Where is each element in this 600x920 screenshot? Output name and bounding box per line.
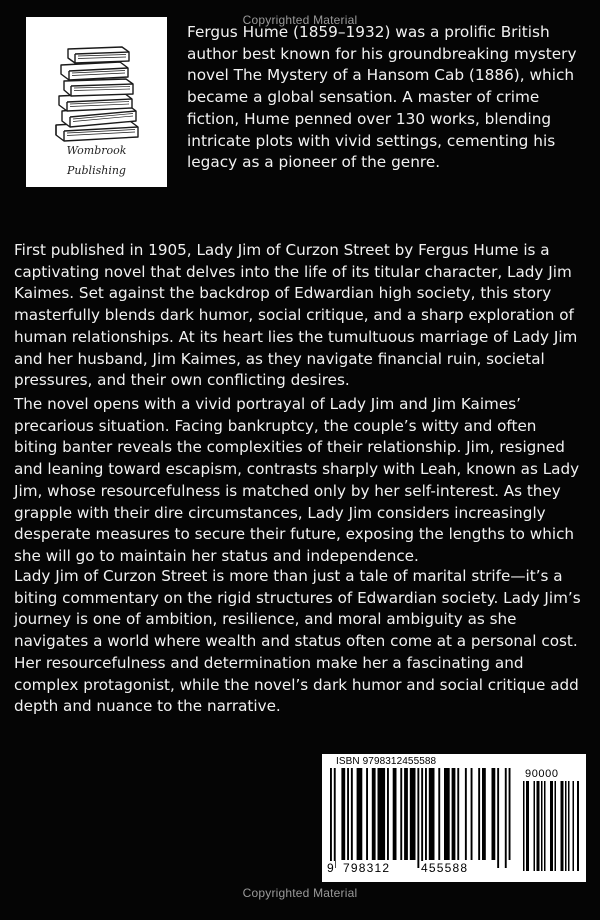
barcode-bar xyxy=(347,768,349,860)
publisher-name-line1: Wombrook xyxy=(66,144,127,157)
barcode-bar xyxy=(497,768,499,868)
barcode-bar xyxy=(541,781,543,871)
barcode-bar xyxy=(465,768,467,860)
barcode-addon-bars xyxy=(523,781,579,871)
description-paragraph-1: First published in 1905, Lady Jim of Curzon Street by Fergus Hume is a captivating novel that delves into the life of its titular character, Lady Jim Kaimes. Set against the backdrop of Edwardian high society, this story masterfully blends dark humor, social critique, and a sharp exploration of human relationships. At its heart lies the tumultuous marriage of Lady Jim and her husband, Jim Kaimes, as they navigate financial ruin, societal pressures, and their own conflicting desires. xyxy=(14,241,578,390)
barcode-bar xyxy=(421,768,423,868)
barcode-bar xyxy=(372,768,376,860)
description-paragraph-3: Lady Jim of Curzon Street is more than just a tale of marital strife—it’s a biting commentary on the rigid structures of Edwardian society. Lady Jim’s journey is one of ambition, resilience, and moral ambiguity as she navigates a world where wealth and status often come at a personal cost. Her resourcefulness and determination make her a fascinating and complex protagonist, while the novel’s dark humor and social critique add depth and nuance to the narrative. xyxy=(14,567,581,716)
barcode-digits-right: 455588 xyxy=(421,861,469,875)
barcode-bar xyxy=(471,768,473,860)
barcode-bar xyxy=(482,768,486,860)
barcode-bar xyxy=(330,768,332,868)
barcode-bar xyxy=(555,781,557,871)
barcode-bar xyxy=(492,768,496,860)
barcode-bar xyxy=(505,768,507,868)
book-stack-icon xyxy=(26,17,167,187)
barcode-bar xyxy=(526,781,529,871)
barcode-bar xyxy=(400,768,402,860)
barcode-bar xyxy=(550,781,553,871)
barcode-bar xyxy=(393,768,397,860)
barcode-bar xyxy=(573,781,575,871)
barcode-bar xyxy=(341,768,345,860)
price-code: 90000 xyxy=(525,768,559,780)
barcode-main-bars xyxy=(330,768,518,872)
barcode-bar xyxy=(544,781,546,871)
barcode-bar xyxy=(387,768,389,860)
barcode-bar xyxy=(378,768,386,860)
copyright-watermark-top: Copyrighted Material xyxy=(242,13,358,27)
barcode-bar xyxy=(577,781,579,871)
description-paragraph-2: The novel opens with a vivid portrayal of Lady Jim and Jim Kaimes’ precarious situation. Facing bankruptcy, the couple’s witty and often biting banter reveals the complexities of their relationship. Jim, resigned and leaning toward escapism, contrasts sharply with Leah, known as Lady Jim, whose resourcefulness is matched only by her self-interest. As they grapple with their dire circumstances, Lady Jim considers increasingly desperate measures to secure their future, exposing the lengths to which she will go to maintain her status and independence. xyxy=(14,395,580,565)
barcode-bar xyxy=(537,781,540,871)
barcode-bar xyxy=(561,781,564,871)
barcode-bar xyxy=(366,768,368,860)
author-bio: Fergus Hume (1859–1932) was a prolific British author best known for his groundbreaking mystery novel The Mystery of a Hansom Cab (1886), which became a global sensation. A master of crime fiction, Hume penned over 130 works, blending intricate plots with vivid settings, cementing his legacy as a pioneer of the genre. xyxy=(187,23,577,172)
barcode-bar xyxy=(425,768,427,860)
barcode-bar xyxy=(523,781,525,871)
barcode-bar xyxy=(334,768,336,868)
barcode-bar xyxy=(417,768,419,868)
barcode-bar xyxy=(429,768,435,860)
barcode-bar xyxy=(452,768,456,860)
barcode-bar xyxy=(568,781,570,871)
barcode-bar xyxy=(404,768,408,860)
barcode-bar xyxy=(438,768,440,860)
isbn-label: ISBN 9798312455588 xyxy=(336,756,437,767)
copyright-watermark-bottom: Copyrighted Material xyxy=(242,886,358,900)
barcode-bar xyxy=(509,768,511,860)
isbn-barcode xyxy=(322,754,586,882)
barcode-bar xyxy=(357,768,363,860)
barcode-bar xyxy=(534,781,536,871)
barcode-bar xyxy=(351,768,353,860)
barcode-bar xyxy=(457,768,459,860)
barcode-bar xyxy=(565,781,567,871)
barcode-digits-left: 798312 xyxy=(343,861,391,875)
barcode-bar xyxy=(410,768,416,860)
barcode-bar xyxy=(444,768,450,860)
barcode-digit-first: 9 xyxy=(327,861,334,875)
publisher-logo xyxy=(26,17,167,187)
barcode-bar xyxy=(478,768,480,860)
publisher-name-line2: Publishing xyxy=(67,164,126,177)
